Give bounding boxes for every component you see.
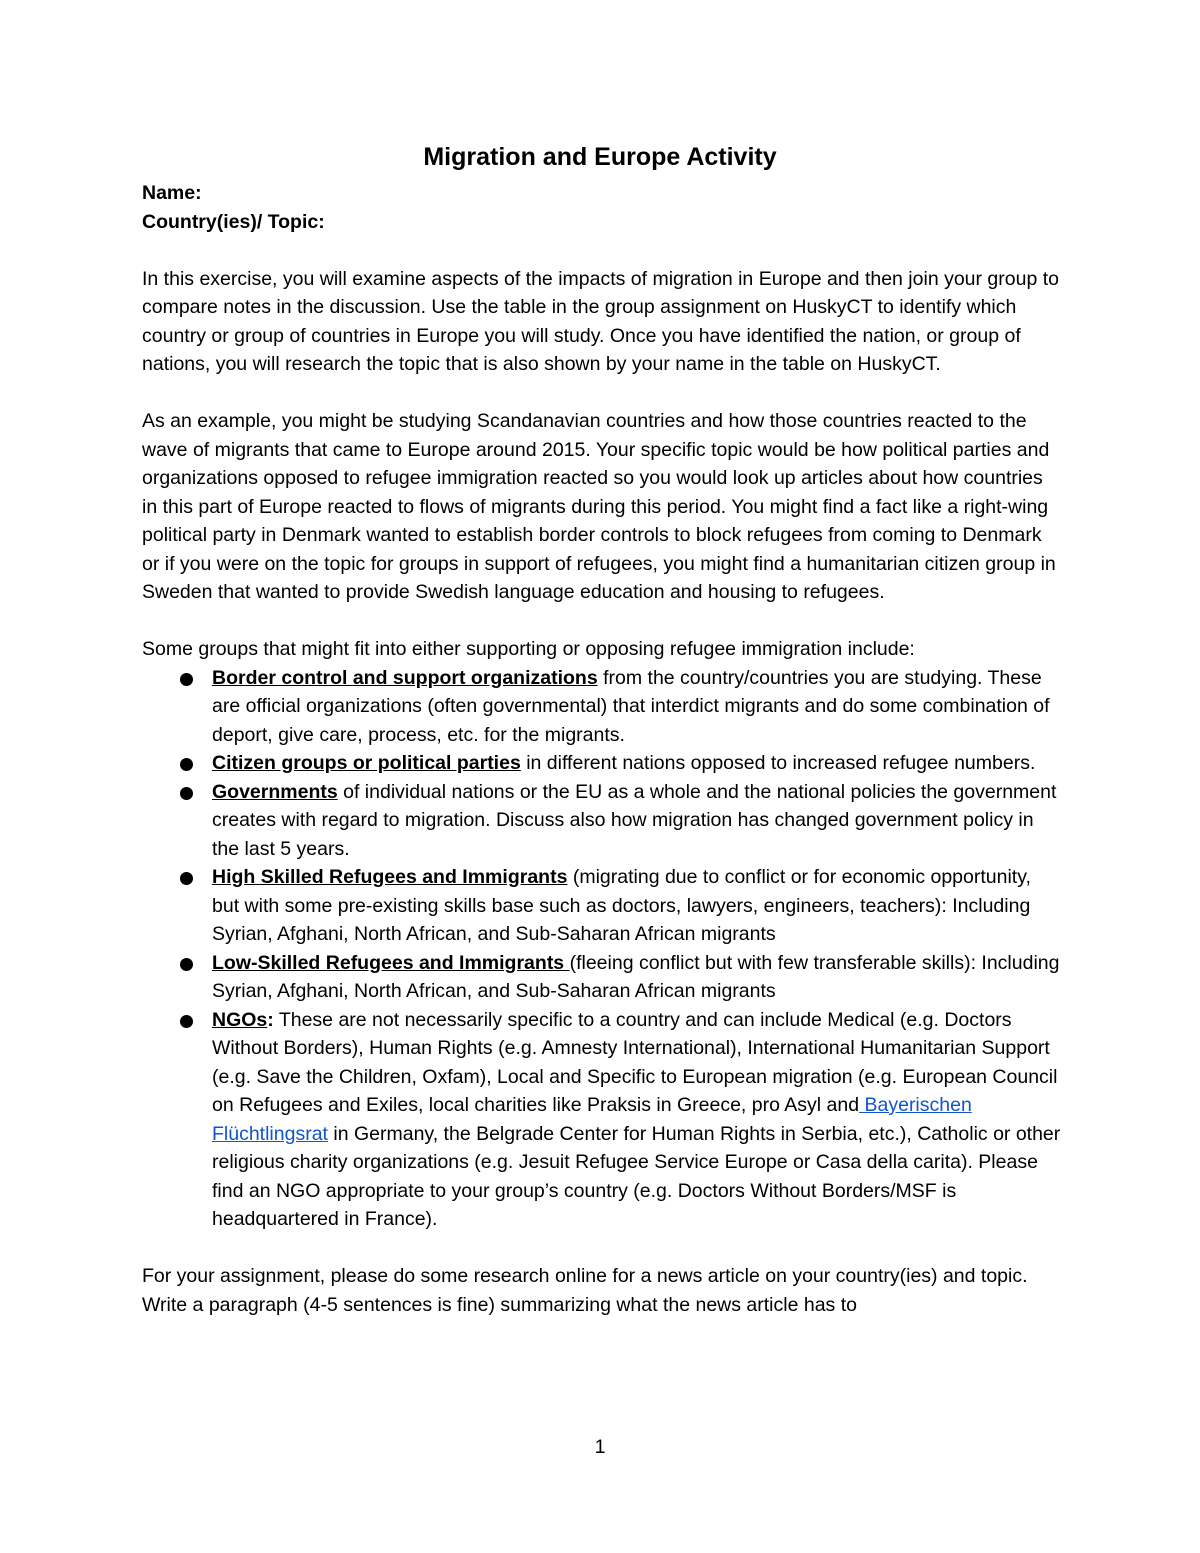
document-body [142, 140, 1062, 1319]
bayerischen-fluechtlingsrat-link[interactable]: Bayerischen Flüchtlingsrat [212, 1094, 972, 1145]
spacer [142, 379, 1062, 408]
spacer [142, 236, 1062, 265]
list-item [142, 949, 1062, 1006]
spacer [142, 607, 1062, 636]
intro-paragraph: In this exercise, you will examine aspects of the impacts of migration in Europe and then join your group to compare notes in the discussion. Use the table in the group assignment on HuskyCT to identify which country or group of countries in Europe you will study. Once you have identified the nation, or group of nations, you will research the topic that is also shown by your name in the table on HuskyCT. [142, 267, 1059, 375]
group-description: from the country/countries you are studying. These are official organizations (often governmental) that interdict migrants and do some combination of deport, give care, process, etc. for the migrants. [212, 666, 1050, 746]
group-term: Border control and support organizations [212, 666, 598, 689]
bullet-icon [180, 673, 193, 686]
group-description: in different nations opposed to increased refugee numbers. [520, 752, 1036, 774]
list-item [142, 664, 1062, 750]
group-description: (migrating due to conflict or for economic opportunity, but with some pre-existing skills base such as doctors, lawyers, engineers, teachers): Including Syrian, Afghani, North African, and Sub-Saharan African migrants [212, 866, 1031, 945]
groups-intro: Some groups that might fit into either supporting or opposing refugee immigration include: [142, 638, 915, 660]
page-title: Migration and Europe Activity [423, 143, 777, 171]
list-item [142, 1006, 1062, 1234]
bullet-icon [180, 1015, 193, 1028]
group-description: of individual nations or the EU as a whole and the national policies the government creates with regard to migration. Discuss also how migration has changed government policy in the last 5 years. [212, 780, 1057, 860]
example-paragraph: As an example, you might be studying Scandanavian countries and how those countries reacted to the wave of migrants that came to Europe around 2015. Your specific topic would be how political parties and organizations opposed to refugee immigration reacted so you would look up articles about how countries in this part of Europe reacted to flows of migrants during this period. You might find a fact like a right-wing political party in Denmark wanted to establish border controls to block refugees from coming to Denmark or if you were on the topic for groups in support of refugees, you might find a humanitarian citizen group in Sweden that wanted to provide Swedish language education and housing to refugees. [142, 410, 1056, 603]
group-term: Citizen groups or political parties [212, 752, 521, 774]
name-label: Name: [142, 182, 202, 204]
group-description-continued: in Germany, the Belgrade Center for Human Rights in Serbia, etc.), Catholic or other religious charity organizations (e.g. Jesuit Refugee Service Europe or Casa della carita). Please find an NGO appropriate to your group’s country (e.g. Doctors Without Borders/MSF is headquartered in France). [212, 1122, 1061, 1230]
bullet-icon [180, 958, 193, 971]
country-topic-label: Country(ies)/ Topic: [142, 210, 325, 233]
page-number: 1 [594, 1436, 606, 1458]
assignment-paragraph: For your assignment, please do some research online for a news article on your country(ies) and topic. Write a paragraph (4-5 sentences is fine) summarizing what the news article has to [142, 1265, 1028, 1316]
group-description: These are not necessarily specific to a country and can include Medical (e.g. Doctors Without Borders), Human Rights (e.g. Amnesty International), International Humanitarian Support (e.g. Save the Children, Oxfam), Local and Specific to European migration (e.g. European Council on Refugees and Exiles, local charities like Praksis in Greece, pro Asyl and [212, 1008, 1058, 1116]
groups-list [142, 664, 1062, 1234]
group-description: (fleeing conflict but with few transferable skills): Including Syrian, Afghani, North African, and Sub-Saharan African migrants [212, 951, 1060, 1002]
group-term: Low-Skilled Refugees and Immigrants [212, 951, 570, 974]
bullet-icon [180, 872, 193, 885]
bullet-icon [180, 787, 193, 800]
group-term: High Skilled Refugees and Immigrants [212, 866, 568, 888]
group-term: NGOs [212, 1008, 268, 1031]
list-item [142, 749, 1062, 778]
list-item [142, 863, 1062, 949]
group-term: Governments [212, 780, 338, 803]
group-term-colon: : [267, 1008, 274, 1031]
bullet-icon [180, 758, 193, 771]
list-item [142, 778, 1062, 864]
spacer [142, 1234, 1062, 1263]
